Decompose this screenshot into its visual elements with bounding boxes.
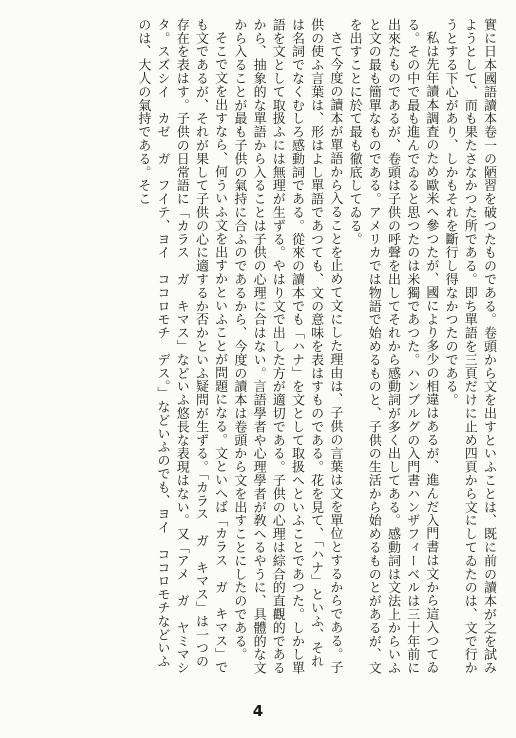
paragraph-2: 私は先年讀本調査のため歐米へ參つたが、國により多少の相違はあるが、進んだ入門書は文から這入つてゐる。その中で最も進んでゐると思つたのは米獨であつた。ハンブルグの入門書ハンザフィーベルは三十年前に出來たものであるが、卷頭は子供の呼聲を出してそれから感動詞が多く出してある。感動詞は文法上からいふと文の最も簡單なものである。アメリカでは物語で始めるものと、子供の生活から始めるものとがあるが、文を出すことに於て最も徹底してゐる。	[346, 18, 439, 675]
paragraph-4: そこで文を出すなら、何ういふ文を出すかといふことが問題になる。文といへば「カラス ガ キマス」でも文であるが、それが果して子供の心に適するか否かといふ疑問が生ずる。「カラス ガ キマス」は一つの存在を表はす。子供の日常語に「カラス ガ キマス」などいふ悠長な表現はない。又「アメ ガ ヤミマシタ。スズシイ カゼ ガ フイテ、ヨイ ココロモチ デス。」などいふのでも、ヨイ ココロモチなどいふのは、大人の氣持である。そこ	[135, 18, 228, 675]
paragraph-1: 實に日本國語讀本卷一の陋習を破つたものである。卷頭から文を出すといふことは、既に前の讀本が之を試みようとして、而も果たさなかつた所である。即ち單語を三頁だけに止め四頁から文にしてゐたのは、文で行かうとする下心があり、しかもそれを斷行し得なかつたのである。	[442, 18, 496, 675]
body-text	[18, 18, 498, 680]
paragraph-3: さて今度の讀本が單語から入ることを止めて文にした理由は、子供の言葉は文を單位とするからである。子供の使ふ言葉は、形はよし單語であつても、文の意味を表はすものである。花を見て、「ハナ」といふ、それは名詞でなくむしろ感動詞である。從來の讀本でも「ハナ」を文として取扱へといふことであつた。しかし單語を文として取扱ふには無理が生ずる。やはり文で出した方が適切である。子供の心理は綜合的直觀的であるから、抽象的な單語から入ることは子供の心理に合はない。言語學者や心理學者が敎へるやうに、具體的な文から入ることが最も子供の氣持に合ふのであるから、今度の讀本は卷頭から文を出すことにしたのである。	[231, 18, 343, 675]
page-number: 4	[252, 702, 264, 720]
